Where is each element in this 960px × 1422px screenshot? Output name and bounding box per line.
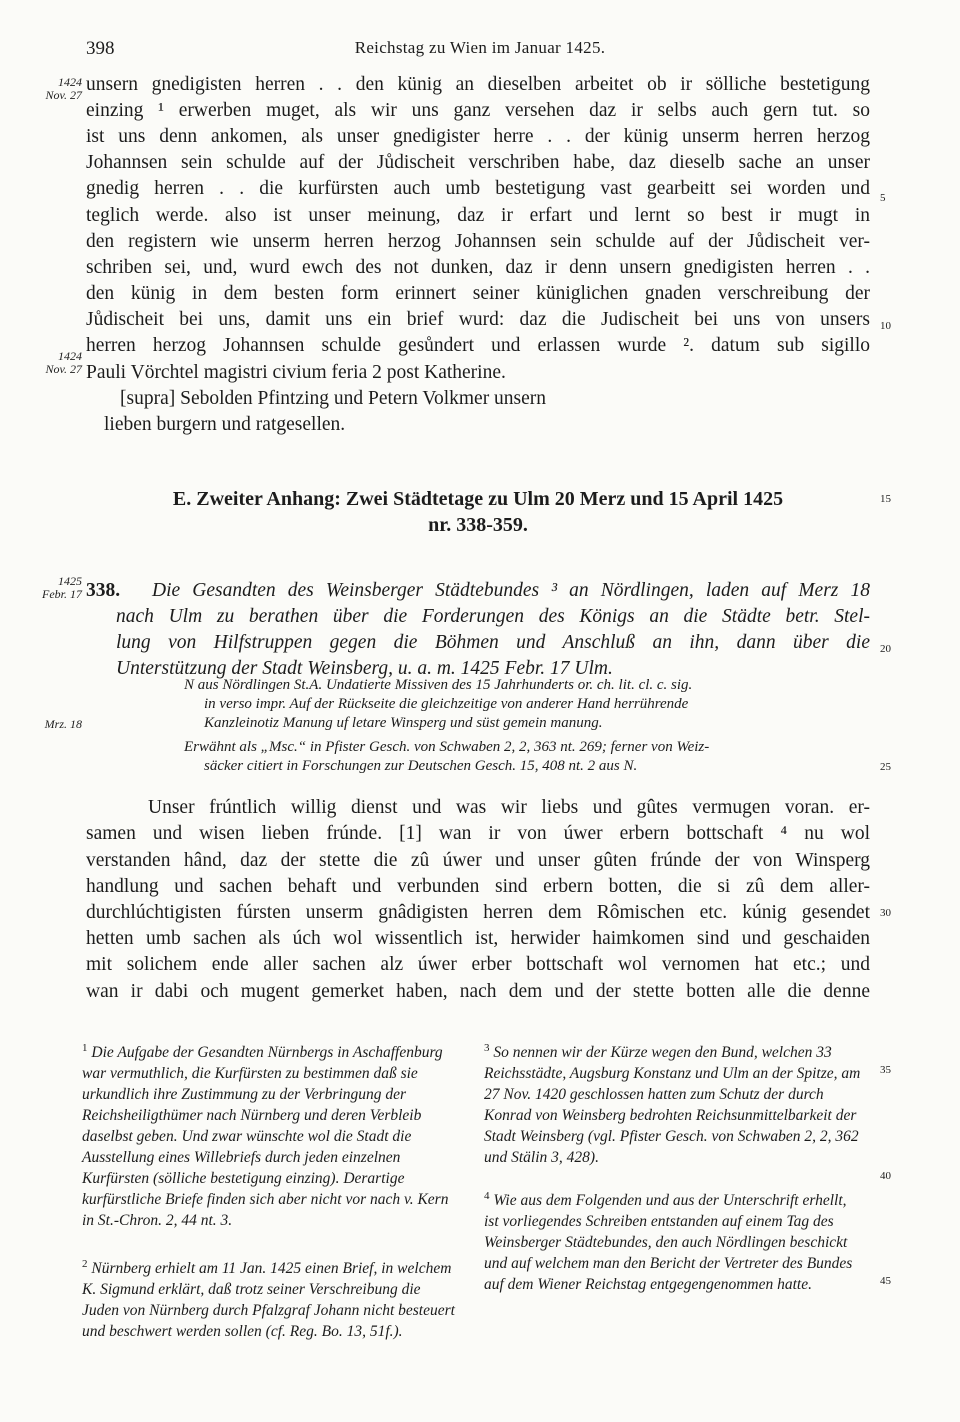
line-number: 30 xyxy=(880,907,891,919)
text-line: ist uns denn ankomen, als unser gnedigister herre . . der künig unserm herren herzog xyxy=(86,126,870,147)
text-line: Jůdischeit bei uns, damit uns ein brief wurd: daz die Judischeit bei uns von unsers xyxy=(86,309,870,330)
source-line: N aus Nördlingen St.A. Undatierte Missiven des 15 Jahrhunderts or. ch. lit. cl. c. sig. xyxy=(184,677,693,693)
source-line: Kanzleinotiz Manung uf letare Winsperg und süst gemein manung. xyxy=(204,715,603,731)
doc-number: 338. xyxy=(86,580,121,601)
page-number: 398 xyxy=(86,38,115,59)
text-line: hetten umb sachen als úch wol wissentlich ist, herwider haimkomen sind und geschaiden xyxy=(86,928,870,949)
line-number: 45 xyxy=(880,1275,891,1287)
text-line: Unser frúntlich willig dienst und was wir liebs und gûtes vermugen voran. er- xyxy=(148,797,870,818)
text-line: verstanden hând, daz der stette die zû úwer und unser gûten frúnde der von Winsperg xyxy=(86,850,870,871)
source-line: Erwähnt als „Msc.“ in Pfister Gesch. von Schwaben 2, 2, 363 nt. 269; ferner von Weiz- xyxy=(184,739,710,755)
doc-title-line: nach Ulm zu berathen über die Forderungen des Königs an die Städte betr. Stel- xyxy=(116,606,870,627)
text-line: teglich werde. also ist unser meinung, daz ir erfart und lernt so best ir mugt in xyxy=(86,205,870,226)
text-line: einzing ¹ erwerben muget, als wir uns ganz versehen daz ir selbs auch gern tut. so xyxy=(86,100,870,121)
line-number: 10 xyxy=(880,320,891,332)
line-number: 20 xyxy=(880,643,891,655)
footnote-marker: 3 xyxy=(484,1042,490,1054)
footnote-text: So nennen wir der Kürze wegen den Bund, welchen 33 Reichsstädte, Augsburg Konstanz und Ulm an der Spitze, am 27 Nov. 1420 geschlossen hatten zum Schutz der durch Konrad von Weinsberg bedrohten Reichsunmittelbarkeit der Stadt Weinsberg (vgl. Pfister Gesch. von Schwaben 2, 2, 362 und Stälin 3, 428). xyxy=(484,1044,861,1167)
footnote-text: Die Aufgabe der Gesandten Nürnbergs in Aschaffenburg war vermuthlich, die Kurfürsten zu bestimmen daß sie urkundlich ihre Zustimmung zu der Verbringung der Reichsheiligthümer nach Nürnberg und deren Verbleib daselbst geben. Und zwar wünschte wol die Stadt die Ausstellung eines Willebriefs durch jeden einzelnen Kurfürsten (sölliche bestetigung einzing). Derartige kurfürstliche Briefe finden sich aber nicht vor nach v. Kern in St.-Chron. 2, 44 nt. 3. xyxy=(82,1044,449,1230)
text-line: herren herzog Johannsen schulde gesůndert und erlassen wurde ². datum sub sigillo xyxy=(86,335,870,356)
margin-date-3: 1425 Febr. 17 xyxy=(42,574,82,601)
text-line: den registern wie unserm herren herzog Johannsen sein schulde auf der Jůdischeit ver- xyxy=(86,231,870,252)
margin-date-1: 1424 Nov. 27 xyxy=(45,75,82,102)
line-number: 25 xyxy=(880,761,891,773)
text-line: gnedig herren . . die kurfürsten auch umb bestetigung vast gearbeitt sei worden und xyxy=(86,178,870,199)
text-line: schriben sei, und, wurd ewch des not dunken, daz ir denn unsern gnedigisten herren . . xyxy=(86,257,870,278)
text-line: unsern gnedigisten herren . . den künig an dieselben arbeitet ob ir sölliche bestetigung xyxy=(86,74,870,95)
text-line: Johannsen sein schulde auf der Jůdischeit verschriben habe, daz dieselb sache an unser xyxy=(86,152,870,173)
text-line: handlung und sachen behaft und verbunden sind erbern botten, die si zû dem aller- xyxy=(86,876,870,897)
doc-title-line: Die Gesandten des Weinsberger Städtebundes ³ an Nördlingen, laden auf Merz 18 xyxy=(152,580,870,601)
text-line: Pauli Vörchtel magistri civium feria 2 post Katherine. xyxy=(86,362,506,383)
footnote-marker: 4 xyxy=(484,1190,490,1202)
margin-date-4: Mrz. 18 xyxy=(44,717,82,731)
text-line: samen und wisen lieben frúnde. [1] wan ir von úwer erbern bottschaft ⁴ nu wol xyxy=(86,823,870,844)
footnote-1 xyxy=(82,1038,460,1231)
footnote-marker: 2 xyxy=(82,1258,88,1270)
line-number: 15 xyxy=(880,493,891,505)
page-header xyxy=(0,38,960,62)
address-line: lieben burgern und ratgesellen. xyxy=(104,414,346,435)
footnote-2 xyxy=(82,1254,460,1342)
line-number: 5 xyxy=(880,192,886,204)
text-line: den künig in dem besten form erinnert seiner küniglichen gnaden verschreibung der xyxy=(86,283,870,304)
text-line: mit solichem ende aller sachen alz úwer erber bottschaft wol vernomen hat etc.; und xyxy=(86,954,870,975)
section-heading-range: nr. 338-359. xyxy=(428,514,528,536)
doc-title-line: Unterstützung der Stadt Weinsberg, u. a. m. 1425 Febr. 17 Ulm. xyxy=(116,658,613,679)
footnote-text: Wie aus dem Folgenden und aus der Unterschrift erhellt, ist vorliegendes Schreiben entstanden auf einem Tag des Weinsberger Städtebundes, den auch Nördlingen beschickt und auf welchem man den Bericht der Vertreter des Bundes auf dem Wiener Reichstag entgegengenommen hatte. xyxy=(484,1192,853,1294)
footnote-marker: 1 xyxy=(82,1042,88,1054)
address-line: [supra] Sebolden Pfintzing und Petern Volkmer unsern xyxy=(120,388,547,409)
doc-title-line: lung von Hilfstruppen gegen die Böhmen und Anschluß an ihn, dann über die xyxy=(116,632,870,653)
running-title: Reichstag zu Wien im Januar 1425. xyxy=(354,38,606,57)
source-line: in verso impr. Auf der Rückseite die gleichzeitige von anderer Hand herrührende xyxy=(204,696,689,712)
footnote-4 xyxy=(484,1186,862,1295)
source-line: säcker citiert in Forschungen zur Deutschen Gesch. 15, 408 nt. 2 aus N. xyxy=(204,758,638,774)
section-heading: E. Zweiter Anhang: Zwei Städtetage zu Ulm 20 Merz und 15 April 1425 xyxy=(172,488,784,510)
footnote-text: Nürnberg erhielt am 11 Jan. 1425 einen Brief, in welchem K. Sigmund erklärt, daß trotz seiner Verschreibung die Juden von Nürnberg durch Pfalzgraf Johann nicht besteuert und beschwert werden sollen (cf. Reg. Bo. 13, 51f.). xyxy=(82,1260,455,1341)
text-line: wan ir dabi och mugent gemerket haben, nach dem und der stette botten alle die denne xyxy=(86,981,870,1002)
footnote-3 xyxy=(484,1038,862,1168)
margin-date-2: 1424 Nov. 27 xyxy=(45,349,82,376)
line-number: 40 xyxy=(880,1170,891,1182)
line-number: 35 xyxy=(880,1064,891,1076)
text-line: durchlúchtigisten fúrsten unserm gnâdigisten herren dem Rômischen etc. kúnig gesendet xyxy=(86,902,870,923)
